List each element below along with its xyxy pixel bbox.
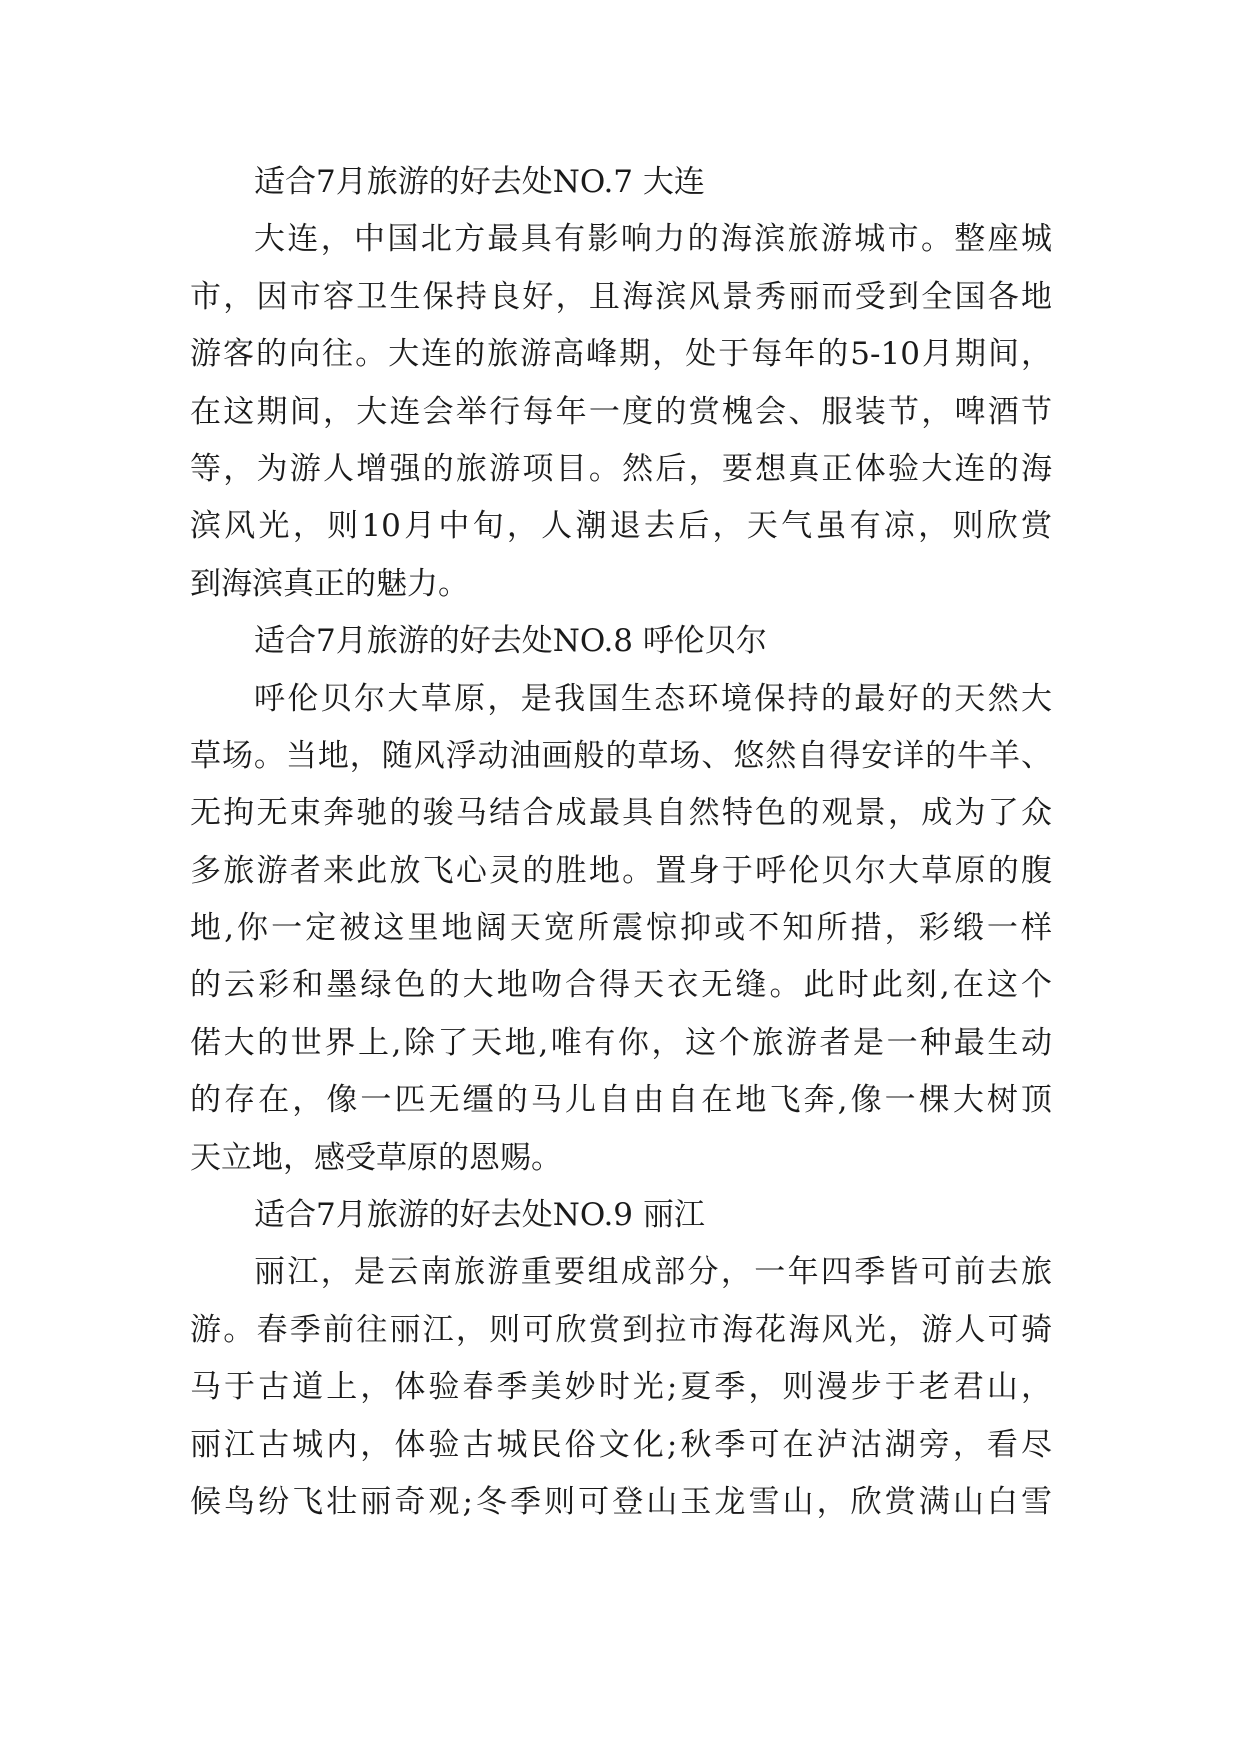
paragraph-line: 地,你一定被这里地阔天宽所震惊抑或不知所措，彩缎一样 [190,910,1052,947]
paragraph-line: 的存在，像一匹无缰的马儿自由自在地飞奔,像一棵大树顶 [190,1082,1052,1119]
paragraph-line: 丽江，是云南旅游重要组成部分，一年四季皆可前去旅 [254,1254,1052,1291]
paragraph-line: 偌大的世界上,除了天地,唯有你，这个旅游者是一种最生动 [190,1024,1052,1061]
section-heading-hulunbuir: 适合7月旅游的好去处NO.8 呼伦贝尔 [254,623,767,660]
paragraph-line: 大连，中国北方最具有影响力的海滨旅游城市。整座城 [254,221,1052,258]
paragraph-line: 多旅游者来此放飞心灵的胜地。置身于呼伦贝尔大草原的腹 [190,852,1052,889]
section-heading-lijiang: 适合7月旅游的好去处NO.9 丽江 [254,1197,705,1234]
paragraph-line: 候鸟纷飞壮丽奇观;冬季则可登山玉龙雪山，欣赏满山白雪 [190,1483,1052,1520]
paragraph-line: 草场。当地，随风浮动油画般的草场、悠然自得安详的牛羊、 [190,737,1052,774]
section-heading-dalian: 适合7月旅游的好去处NO.7 大连 [254,164,705,200]
paragraph-line: 游。春季前往丽江，则可欣赏到拉市海花海风光，游人可骑 [190,1311,1052,1348]
paragraph-line: 市，因市容卫生保持良好，且海滨风景秀丽而受到全国各地 [190,278,1052,315]
paragraph-line: 呼伦贝尔大草原，是我国生态环境保持的最好的天然大 [254,680,1052,717]
paragraph-line: 游客的向往。大连的旅游高峰期，处于每年的5-10月期间， [190,336,1052,373]
paragraph-line: 天立地，感受草原的恩赐。 [190,1139,562,1176]
article-body [190,154,1052,1531]
paragraph-line: 马于古道上，体验春季美妙时光;夏季，则漫步于老君山， [190,1369,1052,1406]
paragraph-line: 无拘无束奔驰的骏马结合成最具自然特色的观景，成为了众 [190,795,1052,832]
paragraph-line: 等，为游人增强的旅游项目。然后，要想真正体验大连的海 [190,450,1052,487]
paragraph-line: 滨风光，则10月中旬，人潮退去后，天气虽有凉，则欣赏 [190,508,1052,545]
paragraph-line: 丽江古城内，体验古城民俗文化;秋季可在泸沽湖旁，看尽 [190,1426,1052,1463]
paragraph-line: 在这期间，大连会举行每年一度的赏槐会、服装节，啤酒节 [190,393,1052,430]
paragraph-line: 的云彩和墨绿色的大地吻合得天衣无缝。此时此刻,在这个 [190,967,1052,1004]
paragraph-line: 到海滨真正的魅力。 [190,565,469,602]
